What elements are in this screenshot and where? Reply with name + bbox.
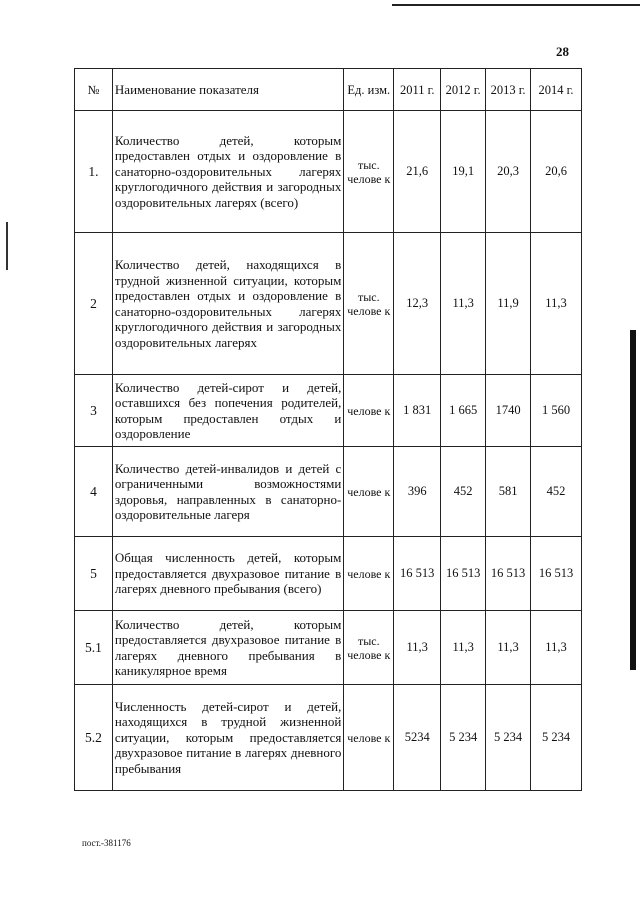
value-2011: 12,3: [394, 233, 441, 375]
value-2013: 581: [486, 447, 531, 537]
value-2012: 1 665: [441, 375, 486, 447]
table-row: [75, 111, 582, 233]
value-2012: 16 513: [441, 537, 486, 611]
indicator-name: Количество детей-инвалидов и детей с ограниченными возможностями здоровья, направленных в санаторно-оздоровительные лагеря: [112, 447, 343, 537]
value-2012: 5 234: [441, 685, 486, 791]
indicator-name: Количество детей, находящихся в трудной жизненной ситуации, которым предоставлен отдых и оздоровление в санаторно-оздоровительных лагерях круглогодичного действия и загородных оздоровительных лагерях: [112, 233, 343, 375]
value-2013: 1740: [486, 375, 531, 447]
indicator-name: Численность детей-сирот и детей, находящихся в трудной жизненной ситуации, которым предоставляется двухразовое питание в лагерях дневного пребывания: [112, 685, 343, 791]
table-header-row: [75, 69, 582, 111]
table-row: [75, 537, 582, 611]
value-2014: 20,6: [531, 111, 582, 233]
scan-mark-right: [630, 330, 636, 670]
value-2012: 19,1: [441, 111, 486, 233]
indicators-table: [74, 68, 582, 791]
table-row: [75, 447, 582, 537]
unit-cell: челове к: [344, 537, 394, 611]
table-row: [75, 685, 582, 791]
top-rule: [392, 4, 640, 6]
header-no: №: [75, 69, 113, 111]
header-2011: 2011 г.: [394, 69, 441, 111]
header-unit: Ед. изм.: [344, 69, 394, 111]
row-number: 5: [75, 537, 113, 611]
unit-cell: тыс. челове к: [344, 111, 394, 233]
footer-code: пост.-381176: [82, 838, 131, 848]
header-2013: 2013 г.: [486, 69, 531, 111]
value-2011: 1 831: [394, 375, 441, 447]
value-2014: 11,3: [531, 233, 582, 375]
value-2014: 16 513: [531, 537, 582, 611]
unit-cell: тыс. челове к: [344, 233, 394, 375]
unit-cell: тыс. челове к: [344, 611, 394, 685]
row-number: 1.: [75, 111, 113, 233]
unit-cell: челове к: [344, 375, 394, 447]
header-2012: 2012 г.: [441, 69, 486, 111]
indicator-name: Количество детей, которым предоставлен отдых и оздоровление в санаторно-оздоровительных лагерях круглогодичного действия и загородных оздоровительных лагерях (всего): [112, 111, 343, 233]
value-2012: 11,3: [441, 233, 486, 375]
value-2014: 11,3: [531, 611, 582, 685]
value-2013: 11,3: [486, 611, 531, 685]
scan-mark-left: [6, 222, 8, 270]
value-2014: 1 560: [531, 375, 582, 447]
table-row: [75, 611, 582, 685]
value-2013: 20,3: [486, 111, 531, 233]
row-number: 2: [75, 233, 113, 375]
unit-cell: челове к: [344, 447, 394, 537]
value-2014: 452: [531, 447, 582, 537]
value-2011: 21,6: [394, 111, 441, 233]
row-number: 5.1: [75, 611, 113, 685]
value-2013: 16 513: [486, 537, 531, 611]
row-number: 3: [75, 375, 113, 447]
table-row: [75, 375, 582, 447]
indicator-name: Количество детей-сирот и детей, оставшихся без попечения родителей, которым предоставлен отдых и оздоровление: [112, 375, 343, 447]
value-2014: 5 234: [531, 685, 582, 791]
page-number: 28: [556, 44, 569, 59]
value-2011: 16 513: [394, 537, 441, 611]
header-name: Наименование показателя: [112, 69, 343, 111]
value-2013: 11,9: [486, 233, 531, 375]
value-2011: 11,3: [394, 611, 441, 685]
value-2013: 5 234: [486, 685, 531, 791]
value-2011: 5234: [394, 685, 441, 791]
value-2012: 11,3: [441, 611, 486, 685]
value-2011: 396: [394, 447, 441, 537]
row-number: 5.2: [75, 685, 113, 791]
unit-cell: челове к: [344, 685, 394, 791]
indicator-name: Общая численность детей, которым предоставляется двухразовое питание в лагерях дневного пребывания (всего): [112, 537, 343, 611]
indicator-name: Количество детей, которым предоставляется двухразовое питание в лагерях дневного пребывания в каникулярное время: [112, 611, 343, 685]
row-number: 4: [75, 447, 113, 537]
table-row: [75, 233, 582, 375]
value-2012: 452: [441, 447, 486, 537]
header-2014: 2014 г.: [531, 69, 582, 111]
